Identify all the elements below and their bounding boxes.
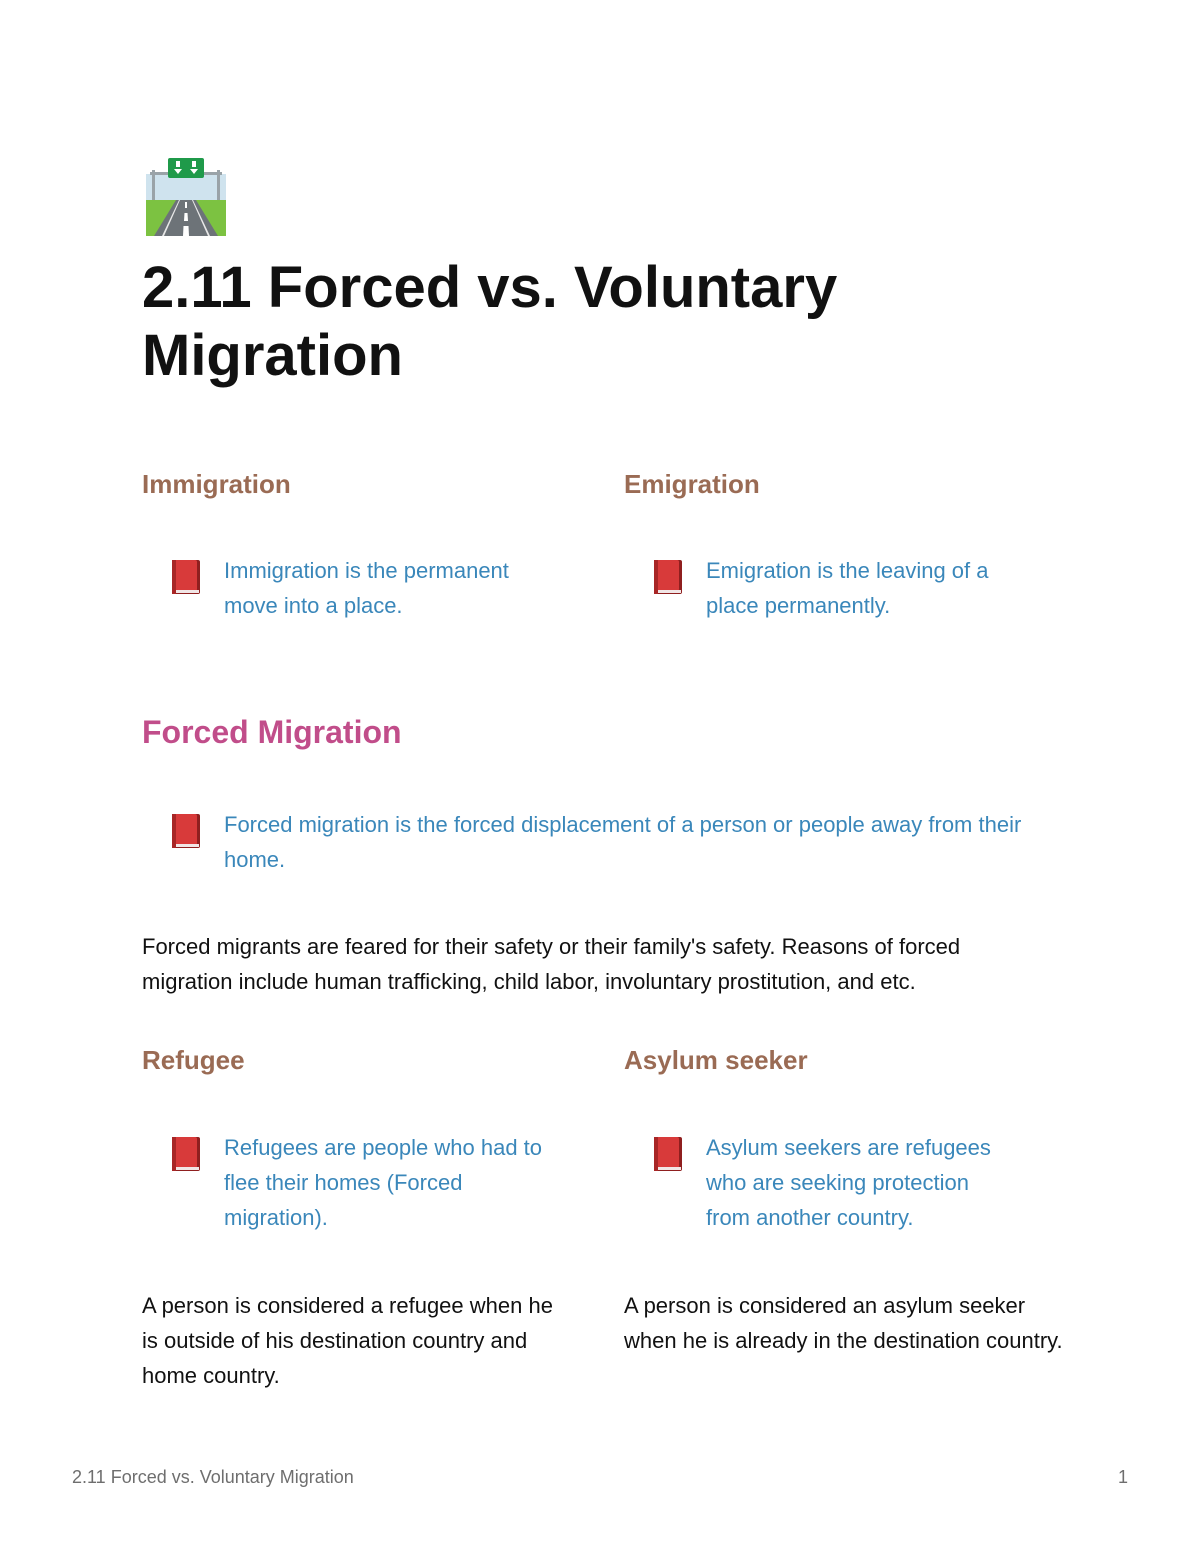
- refugee-callout: [170, 1130, 570, 1238]
- page-number: 1: [1117, 1467, 1128, 1487]
- red-book-icon: [652, 559, 684, 595]
- refugee-paragraph: A person is considered a refugee when he is outside of his destination country and home country.: [142, 1293, 553, 1388]
- red-book-icon: [170, 1136, 202, 1172]
- asylum-seeker-callout: [652, 1130, 1052, 1238]
- emigration-definition: Emigration is the leaving of a place permanently.: [706, 558, 989, 618]
- red-book-icon: [170, 813, 202, 849]
- asylum-seeker-paragraph: A person is considered an asylum seeker when he is already in the destination country.: [624, 1293, 1063, 1353]
- immigration-callout: [170, 553, 570, 625]
- asylum-seeker-definition: Asylum seekers are refugees who are seeking protection from another country.: [706, 1135, 991, 1230]
- motorway-icon: [146, 156, 226, 236]
- red-book-icon: [170, 559, 202, 595]
- footer-title: 2.11 Forced vs. Voluntary Migration: [72, 1467, 354, 1487]
- refugee-definition: Refugees are people who had to flee their homes (Forced migration).: [224, 1135, 543, 1230]
- emigration-callout: [652, 553, 1052, 625]
- emigration-heading: Emigration: [624, 469, 760, 499]
- forced-migration-callout: [170, 807, 1050, 879]
- forced-migration-definition: Forced migration is the forced displacement of a person or people away from their home.: [224, 812, 1022, 872]
- forced-migration-paragraph: Forced migrants are feared for their safety or their family's safety. Reasons of forced migration include human trafficking, child labor, involuntary prostitution, and etc.: [142, 934, 961, 994]
- red-book-icon: [652, 1136, 684, 1172]
- immigration-heading: Immigration: [142, 469, 291, 499]
- refugee-heading: Refugee: [142, 1045, 245, 1075]
- immigration-definition: Immigration is the permanent move into a place.: [224, 558, 509, 618]
- page-title: 2.11 Forced vs. Voluntary Migration: [142, 255, 838, 388]
- forced-migration-heading: Forced Migration: [142, 714, 402, 750]
- asylum-seeker-heading: Asylum seeker: [624, 1045, 808, 1075]
